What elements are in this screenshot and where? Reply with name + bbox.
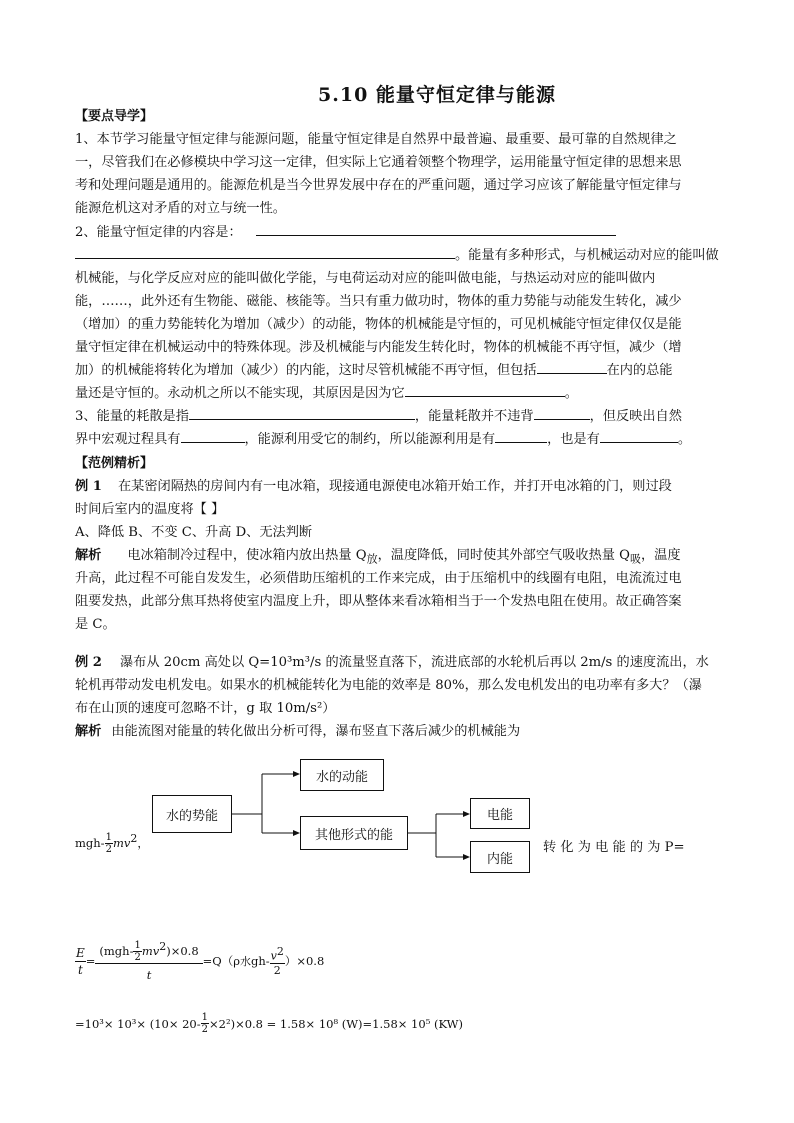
p2-line-4: 能，……，此外还有生物能、磁能、核能等。当只有重力做功时，物体的重力势能与动能发生转化，减少 [75,294,682,309]
node-electric-energy: 电能 [470,798,530,829]
formula-mechanical-loss: mgh- $\frac{1}{2}$ $mv^2$， [75,832,149,856]
p3-line-1-text-a: 3、能量的耗散是指 [75,409,189,424]
p3-line-2-text-d: 。 [677,432,691,447]
ex2-question-line-2: 轮机再带动发电机发电。如果水的机械能转化为电能的效率是 80%，那么发电机发出的电功率有多大？（瀑 [75,678,702,693]
p2-line-3: 机械能，与化学反应对应的能叫做化学能，与电荷运动对应的能叫做电能，与热运动对应的能叫做内 [75,271,656,286]
ex1-analysis-line-2: 升高，此过程不可能自发发生，必须借助压缩机的工作来完成，由于压缩机中的线圈有电阻，电流流过电 [75,571,682,586]
ex1-a1-text-c: ，温度 [640,548,681,563]
p2-prefix: 2、能量守恒定律的内容是： [75,225,242,240]
formula-q-text: =Q（ρ [202,954,240,969]
ex1-analysis-line-4: 是 C。 [75,617,116,632]
node-other-energy: 其他形式的能 [300,816,408,850]
fraction-e-over-t: $\frac{E}{t}$ [76,945,85,977]
formula-final-result: =10³× 10³× (10× 20- $\frac{1}{2}$ ×2²)×0.8 = 1.58× 10⁸ (W)=1.58× 10⁵ (KW) [75,1012,463,1035]
p3-line-2-text-c: ，也是有 [547,432,600,447]
ex2-q1-text: 瀑布从 20cm 高处以 Q=10³m³/s 的流量竖直落下，流进底部的水轮机后再以 2m/s 的速度流出，水 [119,655,709,670]
node-internal-energy: 内能 [470,841,530,873]
p2-line-6: 量守恒定律在机械运动中的特殊体现。涉及机械能与内能发生转化时，物体的机械能不再守恒，减少（增 [75,340,682,355]
ex1-analysis-label: 解析 [75,548,102,563]
p2-line-7-text-a: 加）的机械能将转化为增加（减少）的内能，这时尽管机械能不再守恒，但包括 [75,363,537,378]
p1-line-2: 一，尽管我们在必修模块中学习这一定律，但实际上它通着领整个物理学，运用能量守恒定律的思想来思 [75,155,682,170]
p2-line-2-text: 。能量有多种形式，与机械运动对应的能叫做 [455,248,719,263]
formula-power: $\frac{E}{t}$ = (mgh- $\frac{1}{2}$ $mv^2)\times 0.8$ t =Q（ρ 水 gh- $\frac{v^2}{2}$ ）×0.8 [75,936,324,986]
p2-line-7-text-b: 在内的总能 [606,363,673,378]
fraction-half-final: $\frac{1}{2}$ [201,1012,209,1035]
page-title: 5.10 能量守恒定律与能源 [318,84,556,106]
p3-line-2-text-b: ，能源利用受它的制约，所以能源利用是有 [244,432,496,447]
fraction-v2-over-2: $\frac{v^2}{2}$ [270,945,284,977]
ex1-analysis-line-3: 阻要发热，此部分焦耳热将使室内温度上升，即从整体来看冰箱相当于一个发热电阻在使用。故正确答案 [75,594,682,609]
formula-mgh-text: mgh- [75,835,105,850]
formula-mv-text: mv [112,835,131,850]
p2-line-8-text-a: 量还是守恒的。永动机之所以不能实现，其原因是因为它 [75,386,405,401]
ex1-a1-text-a: 电冰箱制冷过程中，使冰箱内放出热量 Q [127,548,367,563]
ex2-a1-text: 由能流图对能量的转化做出分析可得，瀑布竖直下落后减少的机械能为 [111,724,521,739]
ex1-a1-sub-release: 放 [366,552,378,566]
p3-line-1-text-c: ，但反映出自然 [589,409,682,424]
ex1-a1-sub-absorb: 吸 [629,552,641,566]
fraction-half: $\frac{1}{2}$ [105,832,112,856]
ex2-analysis-label: 解析 [75,724,102,739]
p2-line-5: （增加）的重力势能转化为增加（减少）的动能，物体的机械能是守恒的，可见机械能守恒定律仅仅是能 [75,317,682,332]
p1-line-3: 考和处理问题是通用的。能源危机是当今世界发展中存在的严重问题，通过学习应该了解能量守恒定律与 [75,178,682,193]
fraction-power-main: (mgh- $\frac{1}{2}$ $mv^2)\times 0.8$ t [95,936,202,986]
p1-line-4: 能源危机这对矛盾的对立与统一性。 [75,201,286,216]
node-water-potential-energy: 水的势能 [152,795,232,833]
p2-line-8-text-b: 。 [564,386,578,401]
formula-side-text: 转 化 为 电 能 的 为 P= [543,840,685,855]
section-examples-heading: 【范例精析】 [75,456,154,471]
ex2-question-line-3: 布在山顶的速度可忽略不计，g 取 10m/s²） [75,701,336,716]
ex1-question-line-2: 时间后室内的温度将【 】 [75,502,225,517]
ex1-label: 例 1 [75,479,102,494]
section-guide-heading: 【要点导学】 [75,109,154,124]
ex1-a1-text-b: ，温度降低，同时使其外部空气吸收热量 Q [377,548,630,563]
node-water-kinetic-energy: 水的动能 [300,759,384,791]
ex1-options: A、降低 B、不变 C、升高 D、无法判断 [75,525,313,540]
p1-line-1: 1、本节学习能量守恒定律与能源问题，能量守恒定律是自然界中最普遍、最重要、最可靠的自然规律之 [75,132,677,147]
p3-line-2-text-a: 界中宏观过程具有 [75,432,181,447]
ex1-q1-text: 在某密闭隔热的房间内有一电冰箱，现接通电源使电冰箱开始工作，并打开电冰箱的门，则过段 [117,479,672,494]
ex2-label: 例 2 [75,655,102,670]
p3-line-1-text-b: ，能量耗散并不违背 [414,409,534,424]
